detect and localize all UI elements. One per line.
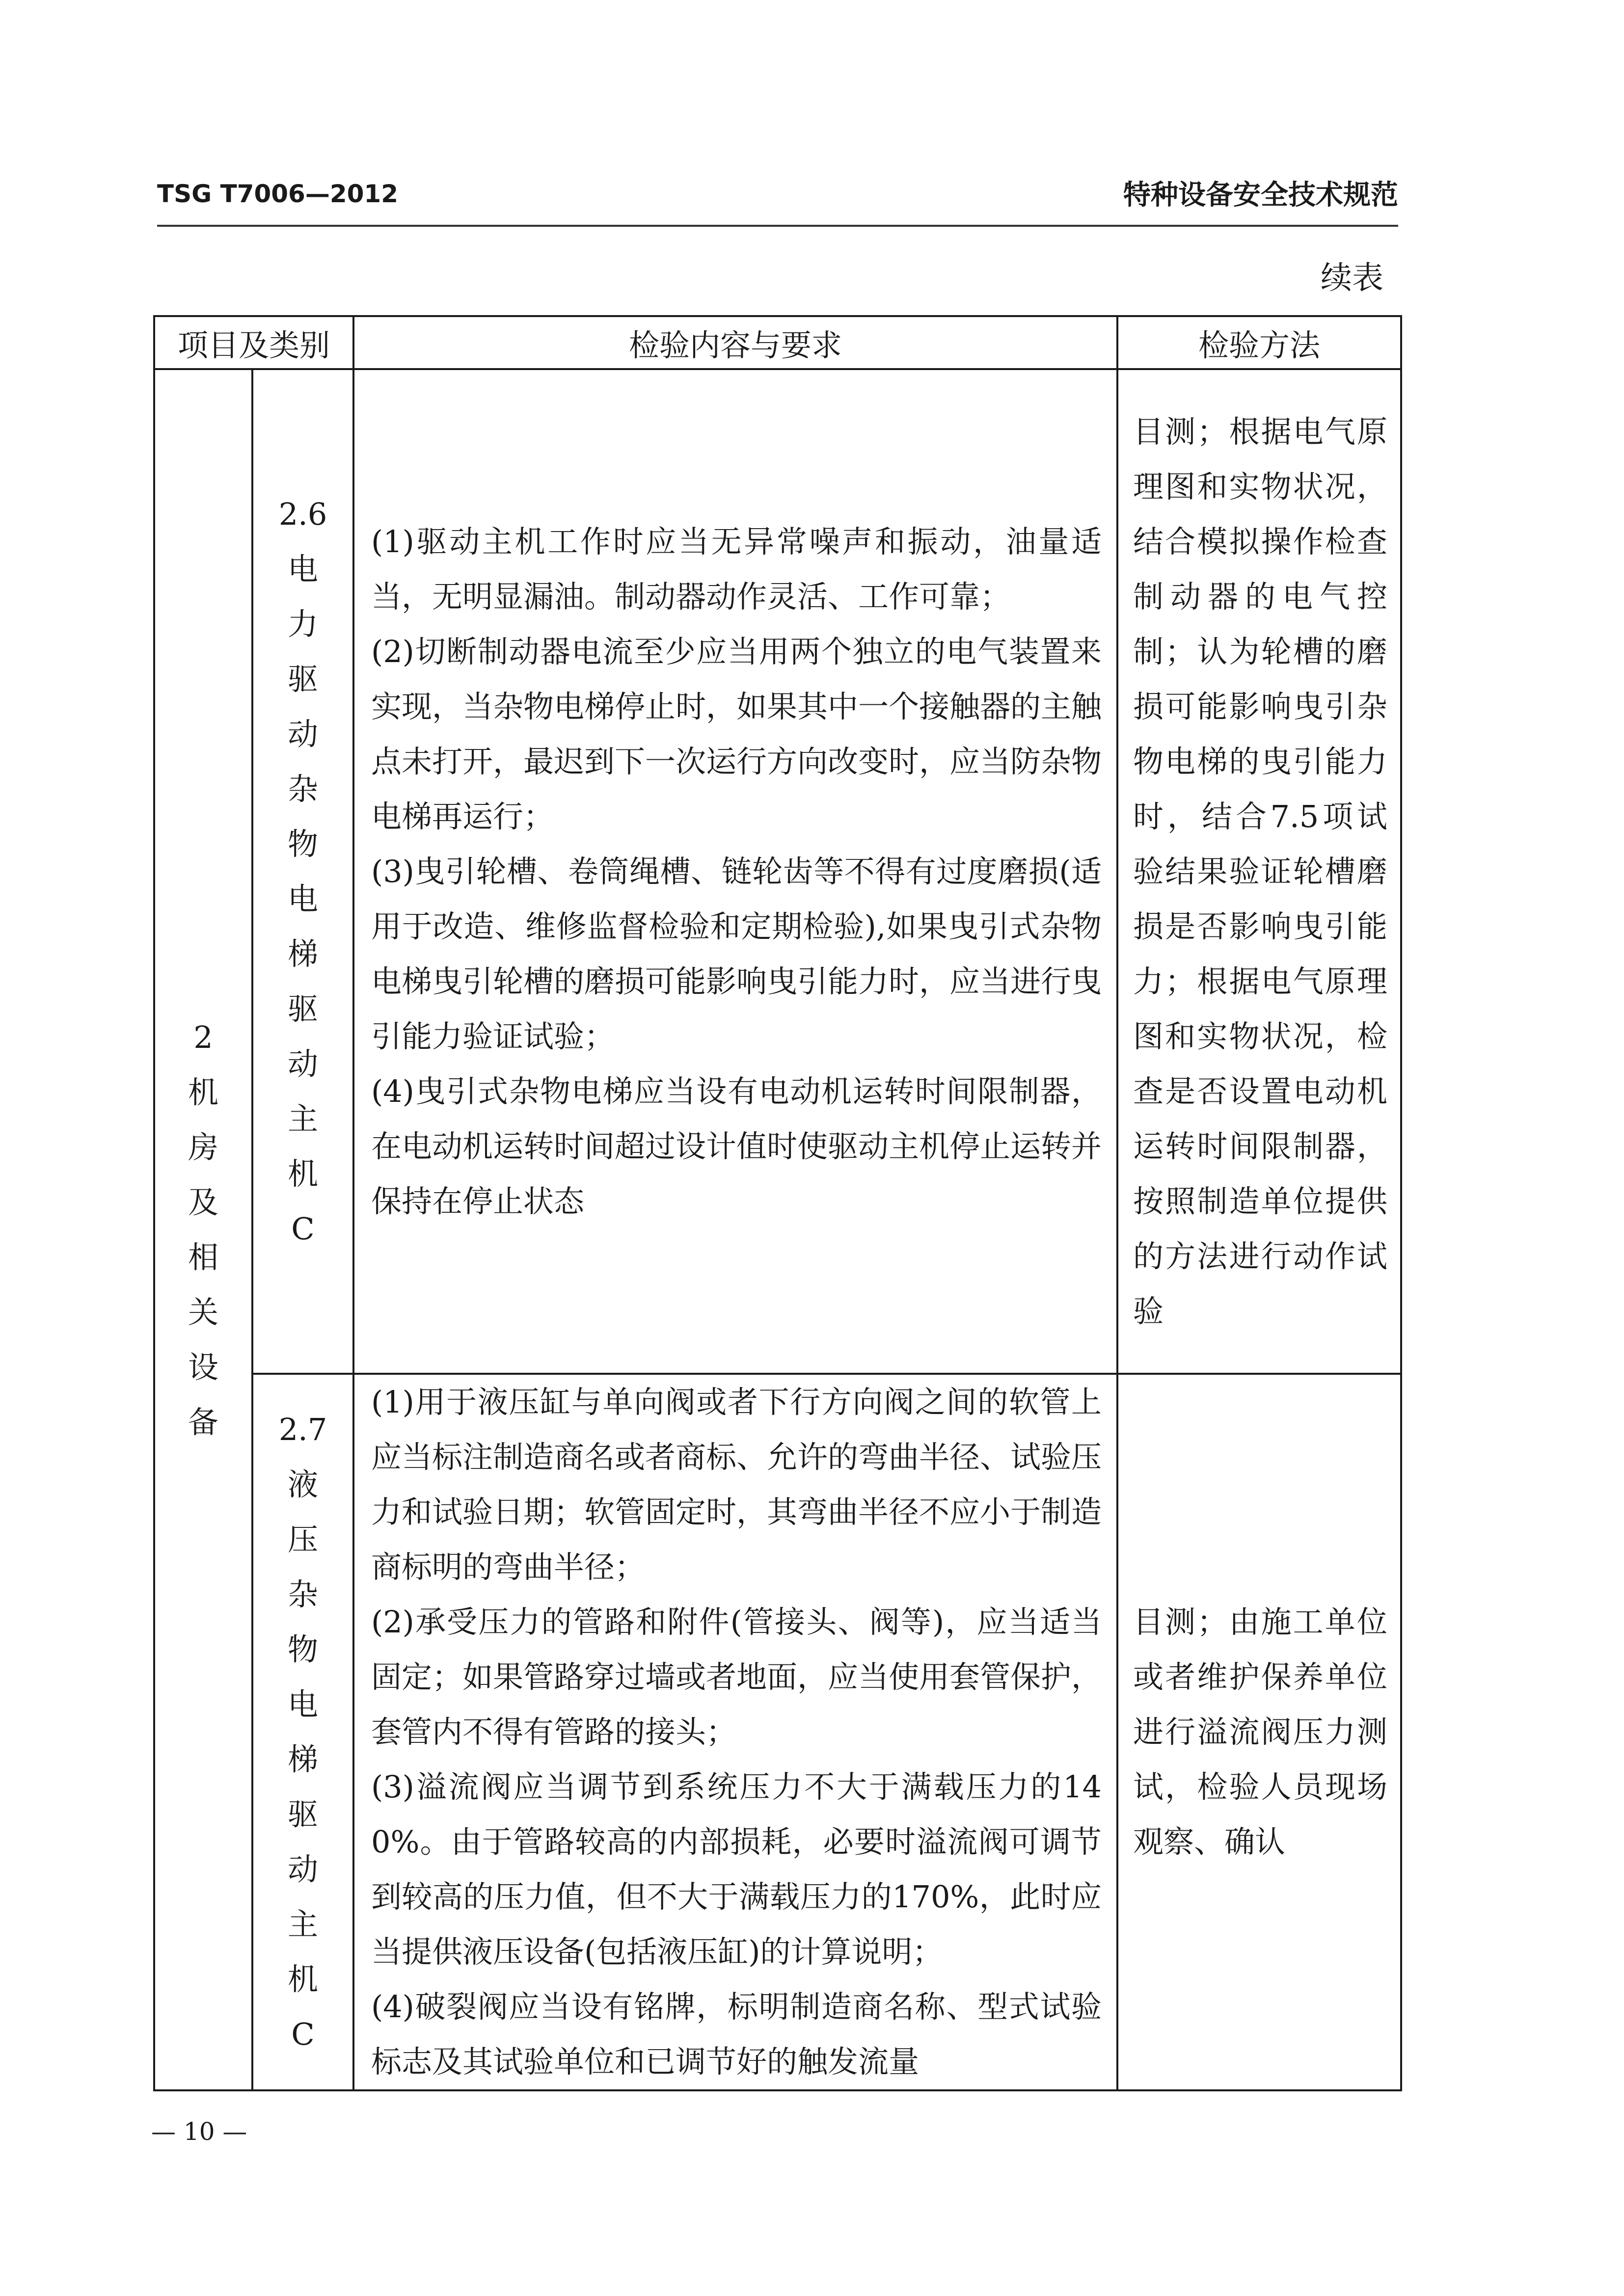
- method-text: 目测；由施工单位或者维护保养单位进行溢流阀压力测试，检验人员现场观察、确认: [1133, 1604, 1388, 1860]
- requirement-item: (2)切断制动器电流至少应当用两个独立的电气装置来实现，当杂物电梯停止时，如果其中一个接触器的主触点未打开，最迟到下一次运行方向改变时，应当防杂物电梯再运行；: [371, 633, 1102, 834]
- standard-category: 特种设备安全技术规范: [1123, 179, 1398, 211]
- category-char: 机: [188, 1074, 218, 1110]
- continued-label: 续表: [1321, 260, 1383, 296]
- subitem-title: 液压杂物电梯驱动主机: [287, 1467, 318, 1997]
- header-method: 检验方法: [1117, 316, 1401, 369]
- subitem-number: 2.6: [278, 496, 327, 532]
- subitem-class: C: [291, 1210, 315, 1247]
- table-header-row: [154, 316, 1401, 369]
- subitem-class: C: [291, 2016, 315, 2052]
- subitem-title: 电力驱动杂物电梯驱动主机: [287, 551, 318, 1192]
- method-cell: [1117, 369, 1401, 1374]
- table-row: [154, 369, 1401, 1374]
- header-content: 检验内容与要求: [353, 316, 1117, 369]
- standard-code: TSG T7006—2012: [157, 180, 398, 208]
- method-text: 目测；根据电气原理图和实物状况，结合模拟操作检查制动器的电气控制；认为轮槽的磨损可能影响曳引杂物电梯的曳引能力时，结合7.5项试验结果验证轮槽磨损是否影响曳引能力；根据电气原理图和实物状况，检查是否设置电动机运转时间限制器，按照制造单位提供的方法进行动作试验: [1133, 413, 1388, 1329]
- subitem-number: 2.7: [278, 1412, 327, 1447]
- header-rule: [157, 225, 1398, 227]
- inspection-table: [153, 315, 1402, 2091]
- category-cell: [154, 369, 252, 2090]
- requirements-cell: [353, 1374, 1117, 2090]
- header-item: 项目及类别: [154, 316, 353, 369]
- subitem-cell: [252, 369, 353, 1374]
- requirement-item: (1)用于液压缸与单向阀或者下行方向阀之间的软管上应当标注制造商名或者商标、允许的弯曲半径、试验压力和试验日期；软管固定时，其弯曲半径不应小于制造商标明的弯曲半径；: [371, 1384, 1102, 1585]
- category-char: 关: [188, 1294, 218, 1330]
- table-row: [154, 1374, 1401, 2090]
- requirements-cell: [353, 369, 1117, 1374]
- requirement-item: (3)溢流阀应当调节到系统压力不大于满载压力的140%。由于管路较高的内部损耗，必要时溢流阀可调节到较高的压力值，但不大于满载压力的170%，此时应当提供液压设备(包括液压缸)的计算说明；: [371, 1769, 1102, 1970]
- category-char: 房: [188, 1129, 218, 1165]
- category-number: 2: [193, 1019, 213, 1055]
- page-number: — 10 —: [151, 2117, 247, 2146]
- category-char: 及: [188, 1184, 218, 1220]
- requirement-item: (1)驱动主机工作时应当无异常噪声和振动，油量适当，无明显漏油。制动器动作灵活、工作可靠；: [371, 523, 1102, 614]
- requirement-item: (4)破裂阀应当设有铭牌，标明制造商名称、型式试验标志及其试验单位和已调节好的触发流量: [371, 1989, 1102, 2080]
- requirement-item: (4)曳引式杂物电梯应当设有电动机运转时间限制器，在电动机运转时间超过设计值时使驱动主机停止运转并保持在停止状态: [371, 1073, 1102, 1219]
- category-char: 备: [188, 1404, 218, 1440]
- requirement-item: (3)曳引轮槽、卷筒绳槽、链轮齿等不得有过度磨损(适用于改造、维修监督检验和定期检验),如果曳引式杂物电梯曳引轮槽的磨损可能影响曳引能力时，应当进行曳引能力验证试验；: [371, 853, 1102, 1054]
- method-cell: [1117, 1374, 1401, 2090]
- subitem-cell: [252, 1374, 353, 2090]
- requirement-item: (2)承受压力的管路和附件(管接头、阀等)，应当适当固定；如果管路穿过墙或者地面，应当使用套管保护，套管内不得有管路的接头；: [371, 1604, 1102, 1750]
- category-char: 设: [188, 1349, 218, 1385]
- category-char: 相: [188, 1239, 218, 1275]
